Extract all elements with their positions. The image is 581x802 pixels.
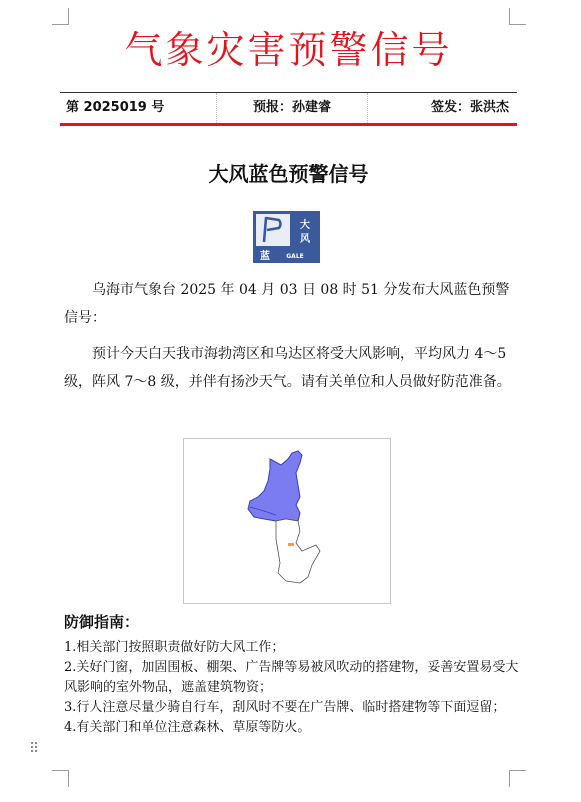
- icon-char-2: 风: [300, 234, 310, 245]
- guidance-title: 防御指南：: [64, 613, 140, 631]
- crop-mark-top-right: [509, 8, 526, 25]
- map-drawing: [184, 439, 390, 603]
- header-info-row: [60, 92, 517, 126]
- forecast-paragraph: 预计今天白天我市海勃湾区和乌达区将受大风影响，平均风力 4～5 级，阵风 7～8 级，并伴有扬沙天气。请有关单位和人员做好防范准备。: [64, 346, 511, 390]
- forecaster: 预报：孙建睿: [217, 93, 368, 123]
- crop-mark-top-left: [52, 8, 69, 25]
- icon-level: 蓝: [260, 251, 270, 262]
- gale-blue-warning-icon: [253, 211, 320, 263]
- guidance-item: 1.相关部门按照职责做好防大风工作；: [64, 640, 285, 655]
- map-warning-region: [248, 451, 302, 521]
- doc-number: 第 2025019 号: [60, 93, 217, 123]
- crop-mark-bottom-left: [52, 770, 69, 787]
- announcement-paragraph: 乌海市气象台 2025 年 04 月 03 日 08 时 51 分发布大风蓝色预警信号：: [64, 282, 510, 326]
- map-city-marker: [288, 543, 294, 546]
- guidance-list: [64, 638, 519, 738]
- page-title: 气象灾害预警信号: [124, 28, 453, 72]
- crop-mark-bottom-right: [509, 770, 526, 787]
- guidance-item: 4.有关部门和单位注意森林、草原等防火。: [64, 720, 311, 735]
- icon-char-1: 大: [300, 220, 310, 231]
- issuer: 签发：张洪杰: [430, 100, 509, 115]
- icon-english: GALE: [286, 253, 304, 260]
- drag-handle-icon[interactable]: ⠿: [29, 741, 40, 757]
- guidance-item: 3.行人注意尽量少骑自行车，刮风时不要在广告牌、临时搭建物等下面逗留；: [64, 700, 506, 715]
- guidance-item: 2.关好门窗，加固围板、棚架、广告牌等易被风吹动的搭建物，妥善安置易受大风影响的室外物品，遮盖建筑物资；: [64, 660, 519, 695]
- warning-area-map: [183, 438, 391, 604]
- map-other-region: [276, 519, 320, 583]
- document-title: 大风蓝色预警信号: [208, 162, 369, 186]
